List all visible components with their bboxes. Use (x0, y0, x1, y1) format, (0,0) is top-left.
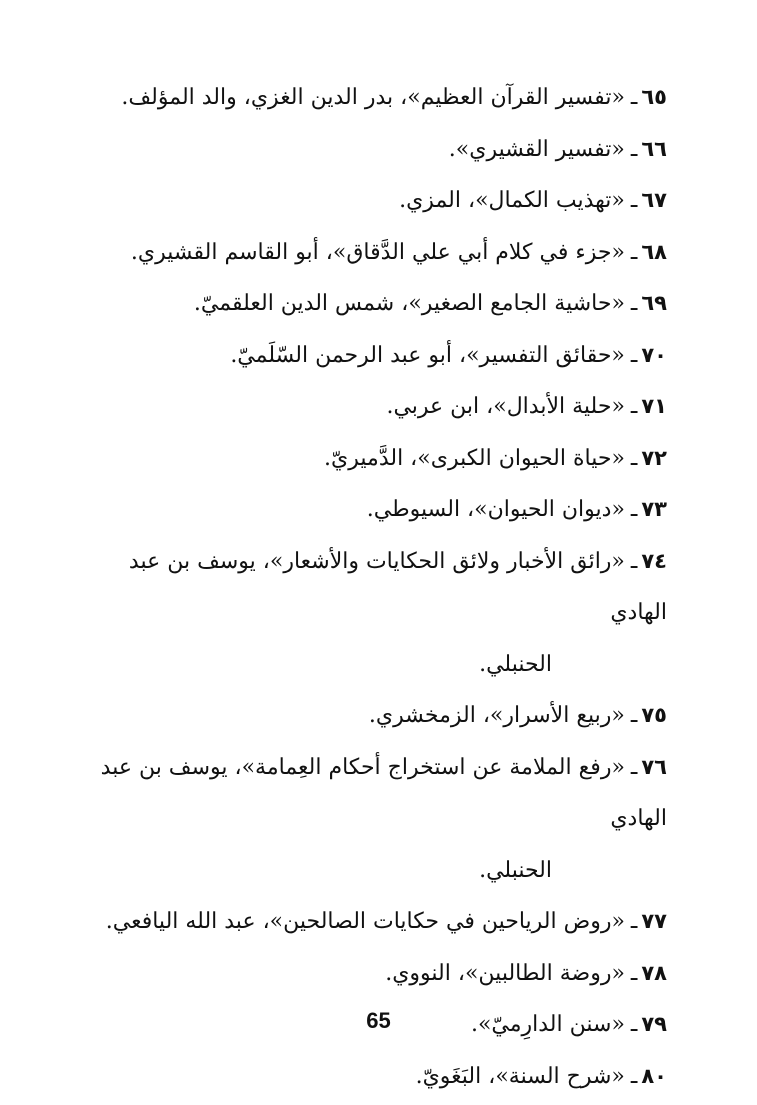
entry-number: ٧٧ (641, 909, 667, 933)
entry-text: «روض الرياحين في حكايات الصالحين»، عبد الله اليافعي. (105, 909, 625, 934)
entry-text: «رائق الأخبار ولائق الحكايات والأشعار»، يوسف بن عبد الهادي (128, 548, 667, 625)
entry-separator: ـ (630, 548, 638, 574)
entry-text: «شرح السنة»، البَغَويّ. (415, 1063, 625, 1089)
entry-number: ٧٩ (641, 1012, 667, 1036)
entry-number: ٧١ (641, 394, 667, 418)
entry-text: «رفع الملامة عن استخراج أحكام العِمامة»، يوسف بن عبد الهادي (100, 754, 667, 831)
list-item (87, 948, 667, 1000)
entry-separator: ـ (630, 754, 638, 780)
entry-number: ٧٤ (641, 548, 667, 573)
entry-text: «حياة الحيوان الكبرى»، الدَّميريّ. (324, 445, 625, 471)
entry-separator: ـ (630, 85, 638, 110)
list-item (87, 484, 667, 536)
entry-text: «تفسير القشيري». (448, 136, 625, 162)
entry-separator: ـ (630, 239, 638, 265)
entry-separator: ـ (630, 960, 638, 986)
entry-separator: ـ (630, 703, 638, 728)
entry-number: ٧٦ (641, 754, 667, 779)
list-item (87, 227, 667, 279)
entry-number: ٧٢ (641, 445, 667, 470)
list-item (87, 72, 667, 124)
entry-separator: ـ (630, 497, 638, 522)
entry-number: ٦٥ (641, 85, 667, 109)
entry-separator: ـ (630, 1063, 638, 1089)
list-item (87, 381, 667, 433)
entry-number: ٧٨ (641, 960, 667, 985)
list-item (87, 896, 667, 948)
entry-text: «جزء في كلام أبي علي الدَّقاق»، أبو القاسم القشيري. (130, 239, 625, 265)
entry-separator: ـ (630, 342, 638, 368)
entry-text: «تهذيب الكمال»، المزي. (399, 188, 625, 213)
list-item (87, 1051, 667, 1103)
entry-separator: ـ (630, 909, 638, 934)
entry-text: «ربيع الأسرار»، الزمخشري. (368, 703, 625, 728)
entry-text: «حاشية الجامع الصغير»، شمس الدين العلقميّ. (193, 291, 625, 316)
entry-continuation: الحنبلي. (479, 651, 552, 677)
entry-text: «حقائق التفسير»، أبو عبد الرحمن السّلَميّ. (230, 342, 625, 368)
entry-text: «تفسير القرآن العظيم»، بدر الدين الغزي، والد المؤلف. (121, 85, 625, 110)
entry-separator: ـ (630, 136, 638, 162)
list-item (87, 278, 667, 330)
list-item (87, 124, 667, 176)
entry-text: «روضة الطالبين»، النووي. (385, 960, 625, 986)
entry-separator: ـ (630, 291, 638, 316)
entry-number: ٧٥ (641, 703, 667, 727)
entry-number: ٦٩ (641, 291, 667, 315)
entry-separator: ـ (630, 188, 638, 213)
list-item (87, 690, 667, 742)
list-item (87, 433, 667, 485)
list-item (87, 742, 667, 897)
entry-number: ٦٧ (641, 188, 667, 212)
entry-number: ٦٦ (641, 136, 667, 161)
entry-text: «ديوان الحيوان»، السيوطي. (366, 497, 625, 522)
bibliography-list (87, 72, 667, 1102)
entry-text: «سنن الدارِميّ». (470, 1012, 625, 1037)
list-item (87, 330, 667, 382)
entry-continuation: الحنبلي. (479, 857, 552, 883)
list-item (87, 175, 667, 227)
list-item (87, 536, 667, 691)
entry-text: «حلية الأبدال»، ابن عربي. (386, 394, 625, 419)
entry-separator: ـ (630, 394, 638, 419)
entry-separator: ـ (630, 1012, 638, 1037)
entry-number: ٧٠ (641, 342, 667, 367)
page-number: 65 (366, 1008, 391, 1033)
entry-separator: ـ (630, 445, 638, 471)
entry-number: ٨٠ (641, 1063, 667, 1088)
entry-number: ٦٨ (641, 239, 667, 264)
entry-number: ٧٣ (641, 497, 667, 521)
